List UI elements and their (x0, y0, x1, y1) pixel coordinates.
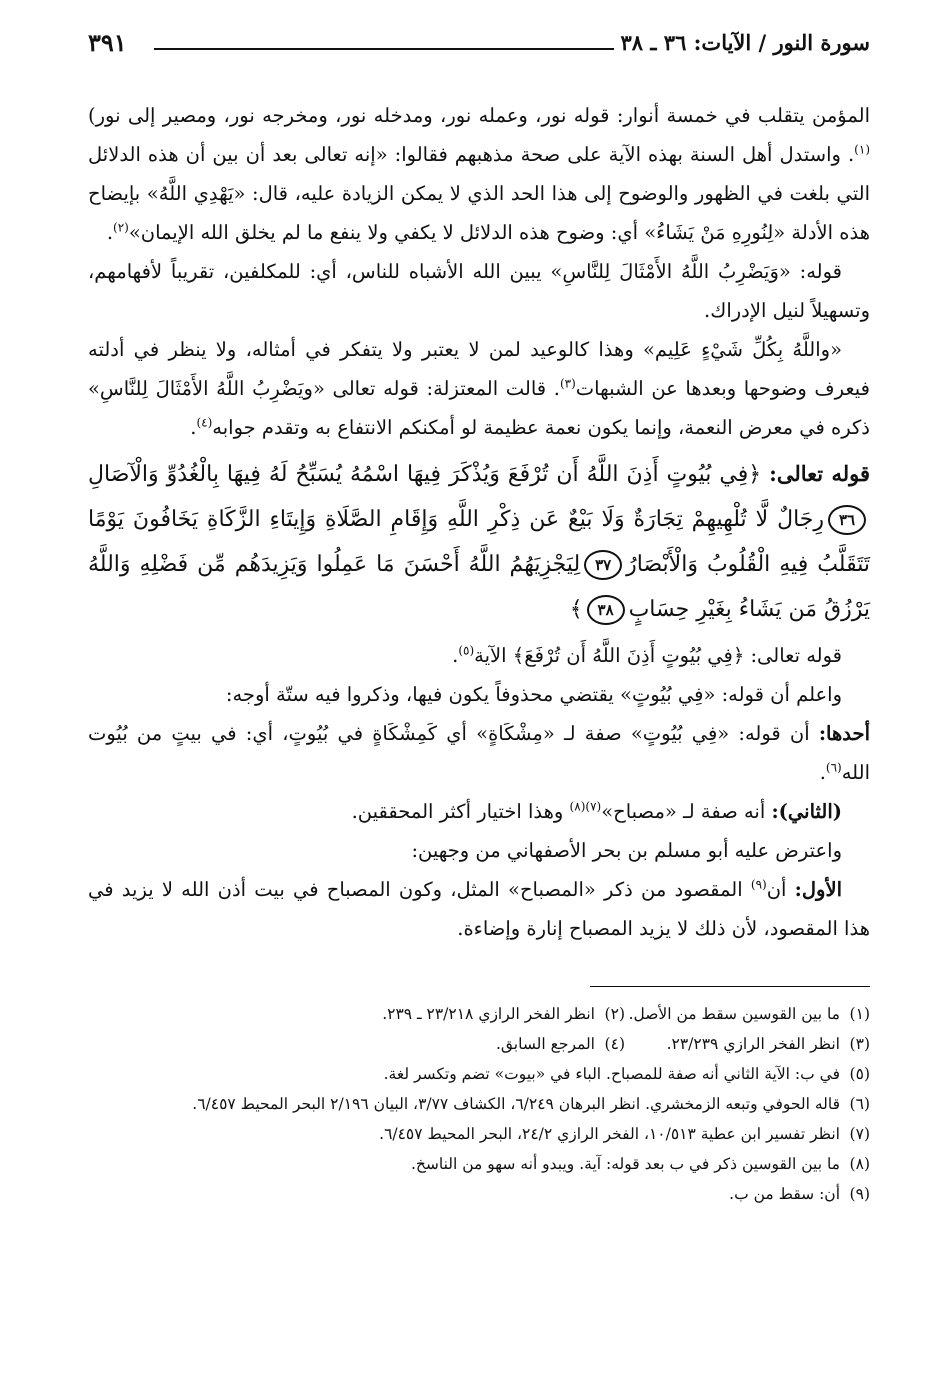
paragraph-8: واعترض عليه أبو مسلم بن بحر الأصفهاني من وجهين: (411, 839, 842, 862)
footnote-5: (٥)في ب: الآية الثاني أنه صفة للمصباح. الباء في «بيوت» تضم وتكسر لغة. (383, 1065, 870, 1083)
header-rule (154, 48, 614, 50)
footnote-row (88, 1029, 870, 1059)
footnote-ref: (٤) (196, 415, 213, 430)
paragraph-4: قوله تعالى: ﴿فِي بُيُوتٍ أَذِنَ اللَّهُ أَن تُرْفَعَ﴾ الآية$^{(٥)}$. (452, 643, 842, 667)
paragraph-2: قوله: «وَيَضْرِبُ اللَّهُ الأَمْثَالَ لِلنَّاسِ» يبين الله الأشباه للناس، أي: للمكلفين، تقريباً لأفهامهم، وتسهيلاً لنيل الإدراك. (88, 260, 870, 322)
quran-lead: قوله تعالى: (769, 461, 870, 486)
footnote-9: (٩)أن: سقط من ب. (729, 1185, 870, 1203)
footnote-8: (٨)ما بين القوسين ذكر في ب بعد قوله: آية. ويبدو أنه سهو من الناسخ. (410, 1155, 870, 1173)
main-text (88, 96, 870, 948)
footnote-1: (١)ما بين القوسين سقط من الأصل. (628, 1005, 870, 1023)
paragraph-7: (الثاني): أنه صفة لـ «مصباح»$^{(٧)(٨)}$ وهذا اختيار أكثر المحققين. (351, 799, 842, 823)
footnote-ref: (٨) (569, 799, 586, 814)
footnote-ref: (٢) (113, 220, 129, 235)
footnote-ref: (٣) (559, 376, 576, 391)
footnote-7: (٧)انظر تفسير ابن عطية ١٠/٥١٣، الفخر الرازي ٢٤/٢، البحر المحيط ٦/٤٥٧. (379, 1125, 870, 1143)
ayah-number-38: ٣٨ (587, 595, 625, 625)
footnote-2: (٢)انظر الفخر الرازي ٢٣/٢١٨ ـ ٢٣٩. (382, 1005, 625, 1023)
page-header (88, 30, 870, 64)
item-label: (الثاني): (771, 800, 842, 823)
footnote-ref: (٥) (458, 643, 475, 658)
quran-verses: قوله تعالى: ﴿فِي بُيُوتٍ أَذِنَ اللَّهُ أَن تُرْفَعَ وَيُذْكَرَ فِيهَا اسْمُهُ يُسَبِّحُ لَهُ فِيهَا بِالْغُدُوِّ وَالْآصَالِ٣٦رِجَالٌ لَّا تُلْهِيهِمْ تِجَارَةٌ وَلَا بَيْعٌ عَن ذِكْرِ اللَّهِ وَإِقَامِ الصَّلَاةِ وَإِيتَاءِ الزَّكَاةِ يَخَافُونَ يَوْمًا تَتَقَلَّبُ فِيهِ الْقُلُوبُ وَالْأَبْصَارُ٣٧لِيَجْزِيَهُمُ اللَّهُ أَحْسَنَ مَا عَمِلُوا وَيَزِيدَهُم مِّن فَضْلِهِ وَاللَّهُ يَرْزُقُ مَن يَشَاءُ بِغَيْرِ حِسَابٍ٣٨﴾ (88, 451, 870, 632)
footnote-ref: (٧) (585, 799, 602, 814)
footnote-4: (٤)المرجع السابق. (495, 1035, 625, 1053)
paragraph-3: «واللَّهُ بِكُلِّ شَيْءٍ عَلِيم» وهذا كالوعيد لمن لا يعتبر ولا يتفكر في أمثاله، ولا ينظر في أدلته فيعرف وضوحها وبعدها عن الشبهات$^{(٣)}$. قالت المعتزلة: قوله تعالى «ويَضْرِبُ اللَّهُ الأَمْثَالَ لِلنَّاسِ» ذكره في معرض النعمة، وإنما يكون نعمة عظيمة لو أمكنكم الانتفاع به وتقدم جوابه$^{(٤)}$. (88, 338, 871, 439)
footnote-ref: (٩) (750, 877, 767, 892)
page-number: ٣٩١ (88, 28, 127, 57)
item-label: الأول: (794, 878, 842, 901)
paragraph-9: الأول: أن$^{(٩)}$ المقصود من ذكر «المصباح» المثل، وكون المصباح في بيت أذن الله لا يزيد في هذا المقصود، لأن ذلك لا يزيد المصباح إنارة وإضاءة. (88, 877, 870, 940)
paragraph-1: المؤمن يتقلب في خمسة أنوار: قوله نور، وعمله نور، ومدخله نور، ومخرجه نور، ومصير إلى نور)$^{(١)}$. واستدل أهل السنة بهذه الآية على صحة مذهبهم فقالوا: «إنه تعالى بعد أن بين أن هذه الدلائل التي بلغت في الظهور والوضوح إلى هذا الحد الذي لا يمكن الزيادة عليه، قال: «يَهْدِي اللَّهُ» بإيضاح هذه الأدلة «لِنُورِهِ مَنْ يَشَاءُ» أي: وضوح هذه الدلائل لا يكفي ولا ينفع ما لم يخلق الله الإيمان»$^{(٢)}$. (88, 104, 870, 244)
footnote-row (88, 999, 870, 1029)
page (88, 30, 870, 1209)
item-label: أحدها: (818, 722, 870, 745)
ayah-number-36: ٣٦ (828, 505, 866, 535)
footnote-rule (590, 986, 870, 987)
footnote-ref: (١) (854, 142, 870, 157)
footnotes (88, 999, 870, 1209)
paragraph-6: أحدها: أن قوله: «فِي بُيُوتٍ» صفة لـ «مِشْكَاةٍ» أي كَمِشْكَاةٍ في بُيُوتٍ، أي: في بيتٍ من بُيُوت الله$^{(٦)}$. (88, 722, 870, 784)
ayah-number-37: ٣٧ (584, 550, 622, 580)
paragraph-5: واعلم أن قوله: «فِي بُيُوتٍ» يقتضي محذوفاً يكون فيها، وذكروا فيه ستّة أوجه: (225, 683, 842, 706)
footnote-3: (٣)انظر الفخر الرازي ٢٣/٢٣٩. (666, 1035, 870, 1053)
footnote-ref: (٦) (825, 760, 842, 775)
footnote-6: (٦)قاله الحوفي وتبعه الزمخشري. انظر البرهان ٦/٢٤٩، الكشاف ٣/٧٧، البيان ٢/١٩٦ البحر المحيط ٦/٤٥٧. (192, 1095, 870, 1113)
running-title: سورة النور / الآيات: ٣٦ ـ ٣٨ (620, 30, 870, 55)
